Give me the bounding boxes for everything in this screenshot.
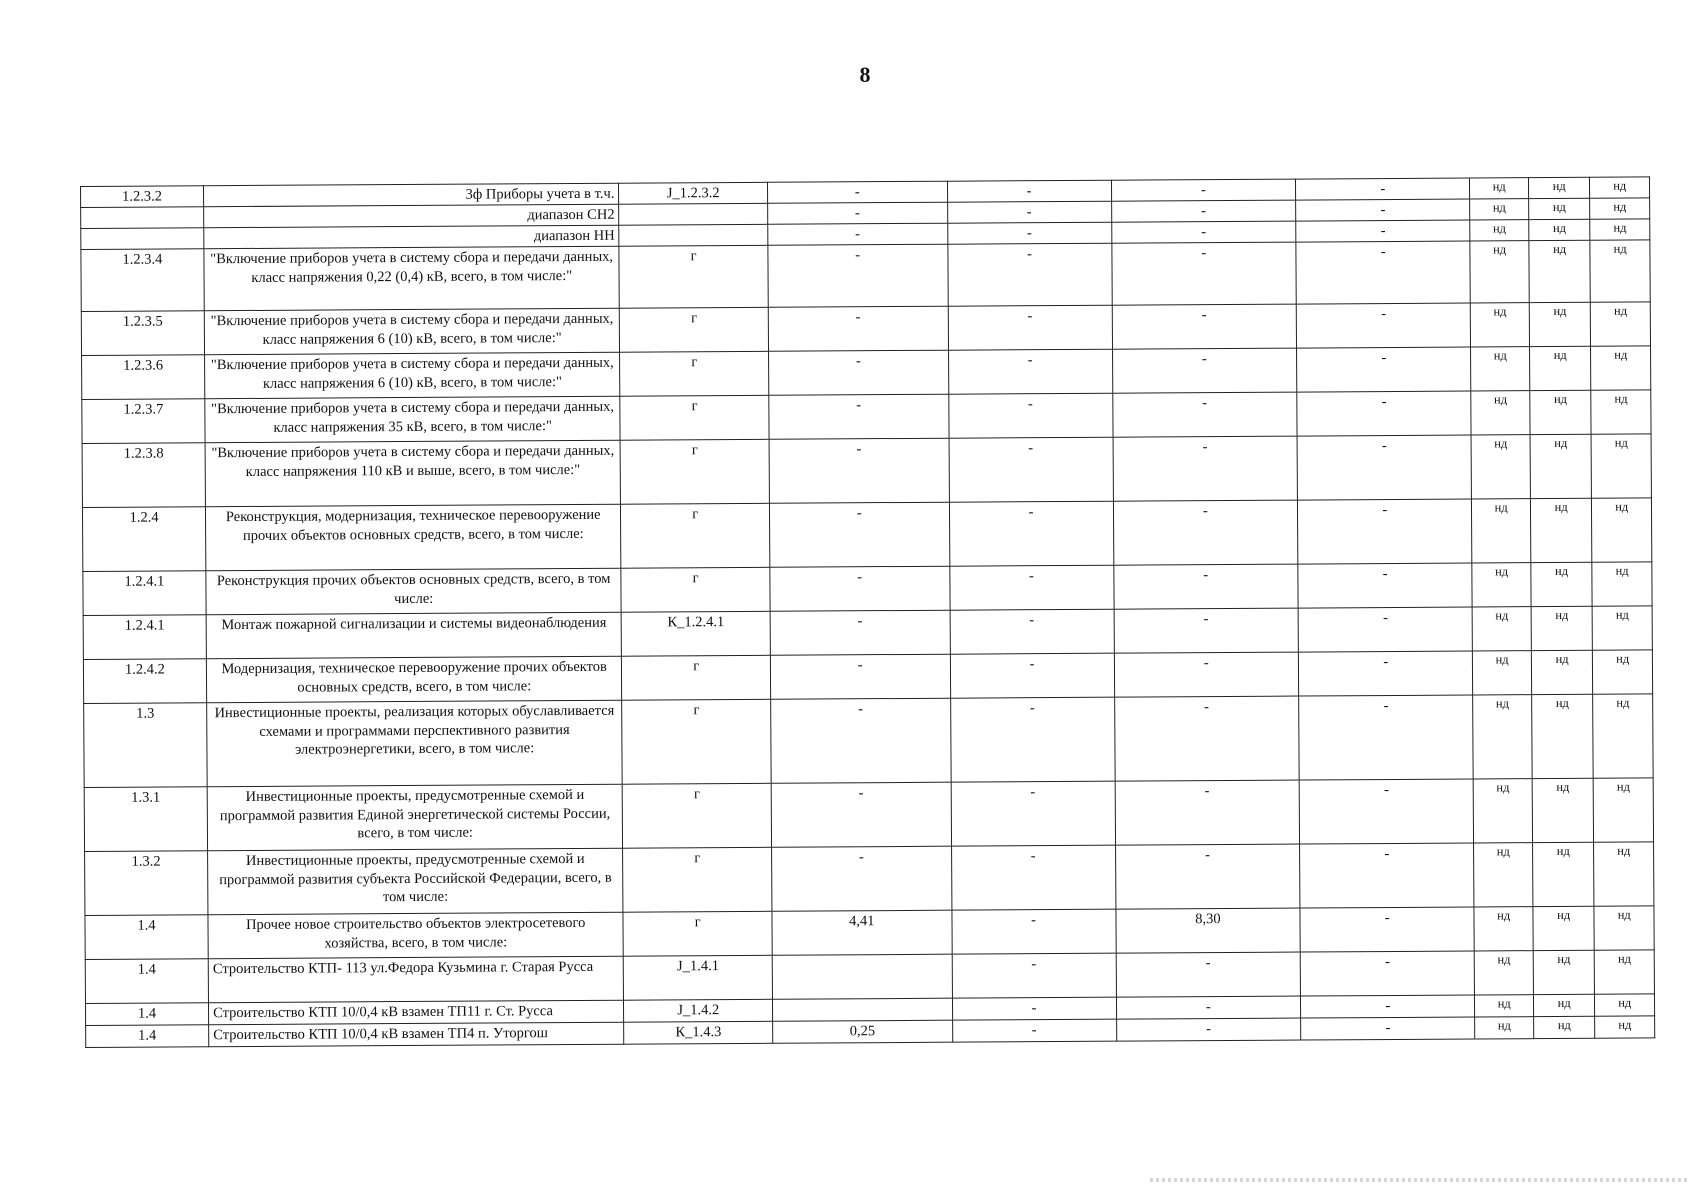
table-row (81, 240, 1650, 312)
row-value-3: - (1114, 608, 1299, 653)
row-value-2: - (949, 502, 1113, 567)
row-name: Модернизация, техническое перевооружение прочих объектов основных средств, всего, в том числе: (206, 657, 622, 704)
row-nd-3: нд (1591, 390, 1651, 434)
row-nd-3: нд (1592, 498, 1652, 562)
scan-artifact (1150, 1178, 1690, 1182)
row-nd-1: нд (1475, 951, 1534, 995)
row-value-2: - (947, 244, 1111, 307)
row-value-3: - (1112, 348, 1297, 393)
row-value-3: - (1114, 696, 1299, 781)
row-nd-1: нд (1471, 303, 1530, 347)
row-nd-1: нд (1473, 607, 1532, 651)
row-nd-1: нд (1472, 563, 1531, 607)
row-code: г (621, 504, 770, 569)
row-value-1: - (770, 611, 950, 656)
row-value-3: - (1113, 564, 1298, 609)
row-nd-3: нд (1594, 906, 1654, 950)
row-name: диапазон СН2 (204, 204, 619, 228)
row-number: 1.2.3.4 (81, 249, 204, 312)
row-name: диапазон НН (204, 225, 619, 249)
row-nd-2: нд (1530, 391, 1592, 435)
row-value-2: - (949, 438, 1113, 503)
row-nd-3: нд (1590, 177, 1650, 198)
row-nd-2: нд (1529, 347, 1591, 391)
row-value-1: - (768, 181, 948, 203)
row-name: "Включение приборов учета в систему сбора и передачи данных, класс напряжения 35 кВ, всего, в том числе:" (205, 397, 621, 444)
row-value-4: - (1299, 695, 1474, 780)
row-nd-2: нд (1532, 779, 1594, 843)
row-value-3: 8,30 (1116, 908, 1301, 953)
row-number: 1.2.4.2 (83, 659, 206, 704)
row-value-4: - (1300, 843, 1475, 908)
row-value-1: - (769, 395, 949, 440)
row-nd-2: нд (1531, 651, 1593, 695)
row-code: г (622, 700, 771, 785)
row-number: 1.4 (86, 1025, 209, 1048)
row-value-4: - (1297, 435, 1472, 500)
row-nd-1: нд (1471, 391, 1530, 435)
row-number: 1.2.3.5 (81, 311, 204, 356)
row-name: Инвестиционные проекты, предусмотренные схемой и программой развития субъекта Российской Федерации, всего, в том числе: (208, 849, 624, 916)
row-value-2: - (950, 654, 1114, 699)
row-value-1: - (769, 351, 949, 396)
row-nd-2: нд (1533, 951, 1595, 995)
row-value-1: - (770, 567, 950, 612)
row-value-3: - (1111, 200, 1296, 222)
row-value-1: - (771, 699, 951, 784)
row-nd-2: нд (1529, 241, 1591, 303)
row-number: 1.2.4.1 (83, 571, 206, 616)
table-row (82, 434, 1651, 508)
row-code (619, 203, 768, 225)
row-value-1: - (770, 503, 950, 568)
row-nd-3: нд (1591, 302, 1651, 346)
row-number: 1.2.3.7 (82, 399, 205, 444)
row-name: Реконструкция прочих объектов основных средств, всего, в том числе: (206, 569, 622, 616)
row-value-2: - (949, 566, 1113, 611)
row-value-3: - (1111, 179, 1296, 201)
row-value-4: - (1297, 347, 1472, 392)
row-name: "Включение приборов учета в систему сбора и передачи данных, класс напряжения 6 (10) кВ, всего, в том числе:" (204, 309, 620, 356)
row-nd-2: нд (1534, 1017, 1596, 1039)
row-value-2: - (948, 350, 1112, 395)
row-value-2: - (952, 954, 1116, 999)
row-nd-1: нд (1472, 435, 1531, 499)
table-row (85, 842, 1654, 916)
row-value-1: - (768, 202, 948, 224)
row-nd-1: нд (1475, 1017, 1534, 1039)
row-nd-3: нд (1594, 842, 1654, 906)
row-number: 1.4 (85, 959, 208, 1004)
row-name: 3ф Приборы учета в т.ч. (204, 183, 619, 207)
row-nd-1: нд (1471, 347, 1530, 391)
row-nd-3: нд (1593, 650, 1653, 694)
row-value-2: - (948, 306, 1112, 351)
row-name: "Включение приборов учета в систему сбора и передачи данных, класс напряжения 6 (10) кВ, всего, в том числе:" (205, 353, 621, 400)
row-value-1: - (770, 655, 950, 700)
row-value-1: - (771, 783, 951, 848)
row-value-2: - (951, 846, 1115, 911)
row-value-3: - (1116, 1018, 1301, 1041)
row-nd-1: нд (1473, 695, 1532, 779)
row-value-2: - (947, 180, 1111, 202)
row-value-4: - (1301, 995, 1475, 1018)
row-nd-2: нд (1532, 843, 1594, 907)
row-code: г (623, 848, 772, 913)
row-nd-3: нд (1590, 198, 1650, 219)
row-value-3: - (1116, 952, 1301, 997)
row-value-4: - (1298, 607, 1473, 652)
row-nd-2: нд (1528, 177, 1590, 199)
row-number: 1.2.3.8 (82, 443, 205, 508)
row-nd-3: нд (1595, 1016, 1655, 1038)
row-number: 1.4 (85, 915, 208, 960)
row-code: г (620, 308, 769, 353)
row-value-1: - (768, 245, 948, 308)
row-name: Строительство КТП- 113 ул.Федора Кузьмина г. Старая Русса (208, 957, 624, 1004)
row-value-1: - (768, 307, 948, 352)
row-name: "Включение приборов учета в систему сбора и передачи данных, класс напряжения 0,22 (0,4) кВ, всего, в том числе:" (204, 247, 620, 312)
row-number: 1.3.1 (84, 787, 207, 852)
row-name: Инвестиционные проекты, реализация которых обуславливается схемами и программами перспективного развития электроэнергетики, всего, в том числе: (207, 701, 623, 788)
row-code: К_1.4.3 (624, 1022, 773, 1045)
row-value-1: - (768, 223, 948, 245)
row-code: J_1.4.1 (624, 956, 773, 1001)
row-name: Реконструкция, модернизация, техническое перевооружение прочих объектов основных средств, всего, в том числе: (206, 505, 622, 572)
row-nd-2: нд (1529, 220, 1591, 242)
page-number: 8 (859, 62, 871, 87)
row-nd-1: нд (1470, 241, 1529, 303)
row-value-1: 0,25 (773, 1021, 953, 1044)
row-name: Строительство КТП 10/0,4 кВ взамен ТП4 п. Уторгош (209, 1023, 624, 1048)
row-name: Монтаж пожарной сигнализации и системы видеонаблюдения (206, 613, 622, 660)
table-row (84, 778, 1653, 852)
row-value-4: - (1296, 199, 1470, 221)
row-code: г (622, 656, 771, 701)
row-value-3: - (1111, 242, 1296, 305)
row-value-4: - (1297, 391, 1472, 436)
row-nd-2: нд (1533, 907, 1595, 951)
table-container (80, 176, 1655, 1048)
row-number: 1.2.3.2 (81, 186, 204, 208)
row-value-3: - (1115, 844, 1300, 909)
row-value-2: - (948, 394, 1112, 439)
row-value-3: - (1112, 392, 1297, 437)
row-nd-1: нд (1470, 199, 1529, 220)
row-value-3: - (1113, 436, 1298, 501)
row-value-1 (772, 955, 952, 1000)
row-nd-3: нд (1593, 694, 1653, 778)
row-nd-2: нд (1532, 695, 1594, 779)
row-nd-1: нд (1472, 499, 1531, 563)
row-value-2: - (947, 201, 1111, 223)
row-nd-1: нд (1470, 220, 1529, 241)
row-value-2: - (952, 1020, 1116, 1043)
row-nd-2: нд (1530, 435, 1592, 499)
row-number (81, 207, 204, 229)
row-value-3: - (1111, 221, 1296, 243)
row-code: J_1.4.2 (624, 1000, 773, 1023)
row-number: 1.3.2 (85, 851, 208, 916)
row-number: 1.2.4 (82, 507, 205, 572)
row-value-2: - (950, 698, 1115, 783)
row-name: Строительство КТП 10/0,4 кВ взамен ТП11 г. Ст. Русса (209, 1001, 624, 1026)
row-value-4: - (1299, 779, 1474, 844)
row-value-2: - (947, 222, 1111, 244)
row-value-4: - (1300, 951, 1475, 996)
row-number: 1.4 (85, 1003, 208, 1026)
row-value-4: - (1300, 907, 1475, 952)
row-nd-3: нд (1590, 219, 1650, 240)
row-nd-2: нд (1531, 607, 1593, 651)
row-value-4: - (1296, 241, 1471, 304)
row-nd-1: нд (1474, 779, 1533, 843)
row-number: 1.2.4.1 (83, 615, 206, 660)
row-nd-1: нд (1473, 651, 1532, 695)
row-number (81, 228, 204, 250)
row-value-4: - (1298, 563, 1473, 608)
row-nd-3: нд (1591, 434, 1651, 498)
row-code: г (620, 352, 769, 397)
row-nd-2: нд (1529, 198, 1591, 220)
row-value-3: - (1116, 996, 1301, 1019)
row-code: г (620, 396, 769, 441)
row-nd-3: нд (1595, 950, 1655, 994)
row-value-3: - (1115, 780, 1300, 845)
row-code: г (621, 568, 770, 613)
row-number: 1.3 (84, 703, 208, 788)
row-code: J_1.2.3.2 (619, 182, 768, 204)
table-body (81, 177, 1655, 1048)
row-value-3: - (1113, 500, 1298, 565)
row-nd-3: нд (1592, 562, 1652, 606)
row-value-2: - (950, 610, 1114, 655)
row-code: г (623, 912, 772, 957)
row-value-1: 4,41 (772, 911, 952, 956)
row-value-3: - (1114, 652, 1299, 697)
row-number: 1.2.3.6 (82, 355, 205, 400)
row-value-4: - (1296, 220, 1470, 242)
row-nd-2: нд (1530, 499, 1592, 563)
row-nd-1: нд (1474, 907, 1533, 951)
row-value-4: - (1298, 499, 1473, 564)
table-row (82, 498, 1651, 572)
investment-table (80, 176, 1655, 1048)
row-code: г (620, 440, 769, 505)
row-value-2: - (951, 782, 1115, 847)
row-nd-3: нд (1591, 346, 1651, 390)
row-value-4: - (1296, 178, 1470, 200)
table-row (84, 694, 1653, 788)
row-code (619, 225, 768, 247)
row-nd-2: нд (1531, 563, 1593, 607)
row-value-1: - (772, 847, 952, 912)
row-name: Инвестиционные проекты, предусмотренные схемой и программой развития Единой энергетической системы России, всего, в том числе: (207, 785, 623, 852)
row-code: К_1.2.4.1 (621, 612, 770, 657)
row-value-4: - (1299, 651, 1474, 696)
row-code: г (619, 246, 768, 309)
row-nd-3: нд (1595, 994, 1655, 1016)
row-code: г (623, 784, 772, 849)
row-nd-3: нд (1593, 606, 1653, 650)
row-nd-3: нд (1590, 240, 1650, 302)
row-name: "Включение приборов учета в систему сбора и передачи данных, класс напряжения 110 кВ и выше, всего, в том числе:" (205, 441, 621, 508)
row-nd-2: нд (1529, 303, 1591, 347)
row-value-2: - (952, 998, 1116, 1021)
row-nd-1: нд (1475, 995, 1534, 1017)
row-nd-2: нд (1533, 995, 1595, 1017)
row-value-3: - (1112, 304, 1297, 349)
row-value-2: - (951, 910, 1115, 955)
row-nd-1: нд (1474, 843, 1533, 907)
row-name: Прочее новое строительство объектов электросетевого хозяйства, всего, в том числе: (208, 913, 624, 960)
row-value-4: - (1296, 303, 1471, 348)
row-value-4: - (1301, 1017, 1475, 1040)
row-nd-1: нд (1470, 178, 1529, 199)
row-nd-3: нд (1594, 778, 1654, 842)
row-value-1: - (769, 439, 949, 504)
row-value-1 (773, 999, 953, 1022)
